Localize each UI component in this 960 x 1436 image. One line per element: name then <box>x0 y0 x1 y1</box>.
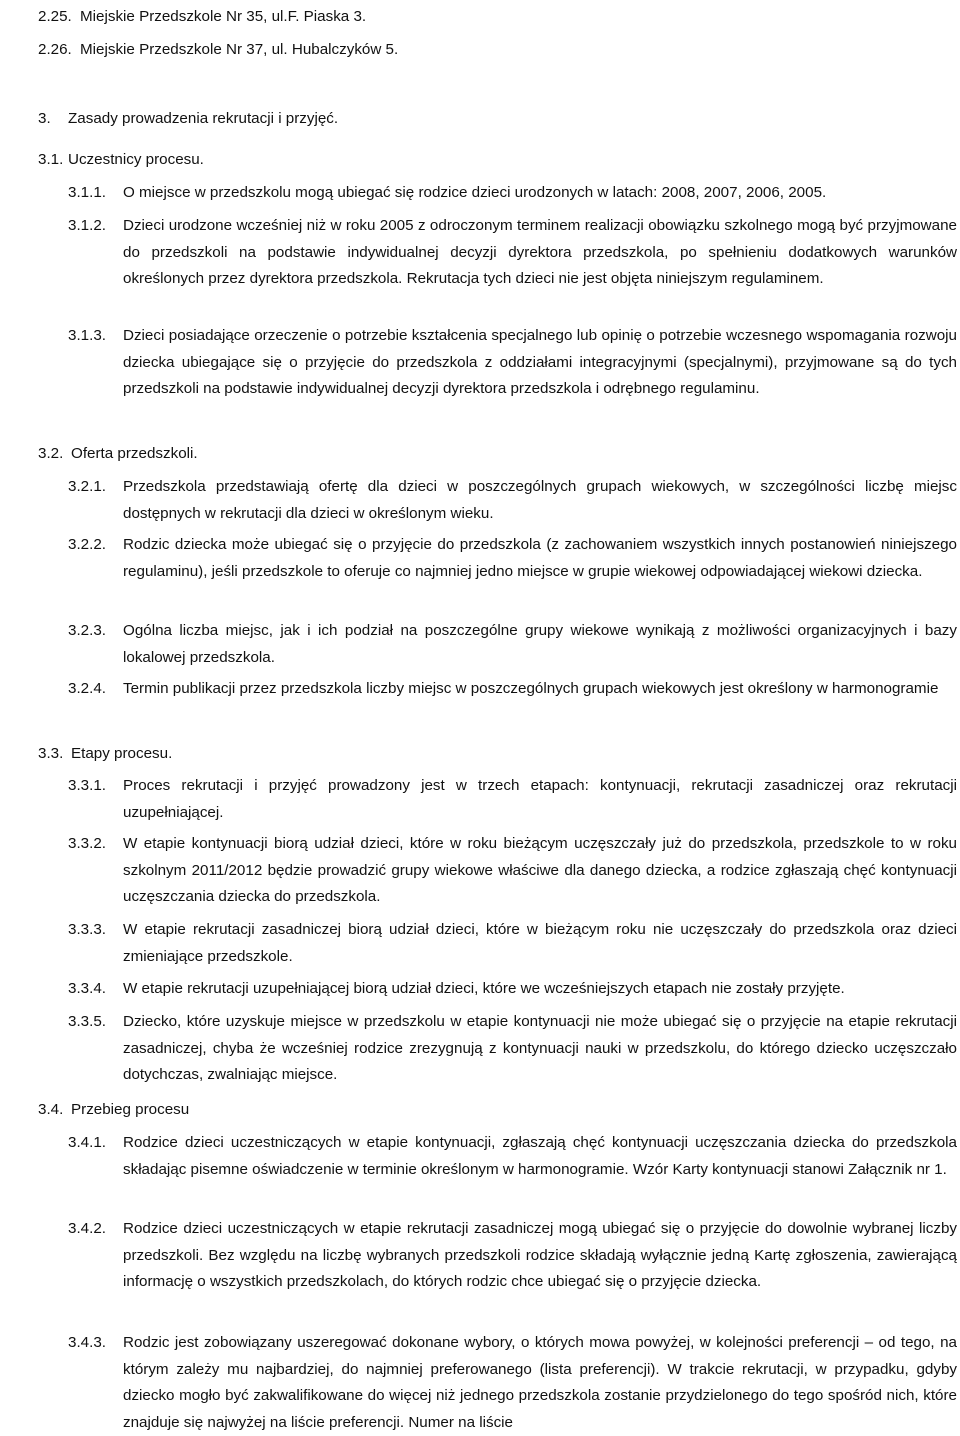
item-number: 3.4.3. <box>68 1334 106 1351</box>
item-text: Przebieg procesu <box>71 1101 190 1118</box>
item-number: 3.3.1. <box>68 777 106 794</box>
item-text: Uczestnicy procesu. <box>68 151 204 168</box>
item-text: Rodzic dziecka może ubiegać się o przyjęcie do przedszkola (z zachowaniem wszystkich innych postanowień niniejszego regulaminu), jeśli przedszkole to oferuje co najmniej jedno miejsce w grupie wiekowej odpowiadającej wiekowi dziecka. <box>123 536 957 580</box>
item-number: 3.3.5. <box>68 1013 106 1030</box>
item-text: Proces rekrutacji i przyjęć prowadzony jest w trzech etapach: kontynuacji, rekrutacji zasadniczej oraz rekrutacji uzupełniającej. <box>123 777 957 821</box>
item-number: 3.1.1. <box>68 184 106 201</box>
item-number: 3.4.1. <box>68 1134 106 1151</box>
item-text: Przedszkola przedstawiają ofertę dla dzieci w poszczególnych grupach wiekowych, w szczególności liczbę miejsc dostępnych w rekrutacji dla dzieci w określonym wieku. <box>123 478 957 522</box>
item-number: 3.3.4. <box>68 980 106 997</box>
item-text: W etapie rekrutacji uzupełniającej biorą udział dzieci, które we wcześniejszych etapach nie zostały przyjęte. <box>123 980 845 997</box>
item-text: Zasady prowadzenia rekrutacji i przyjęć. <box>68 110 339 127</box>
item-text: Rodzic jest zobowiązany uszeregować dokonane wybory, o których mowa powyżej, w kolejności preferencji – od tego, na którym zależy mu najbardziej, do najmniej preferowanego (lista preferencji). W trakcie rekrutacji, w przypadku, gdyby dziecko mogło być zakwalifikowane do więcej niż jednego przedszkola zostanie przydzielonego do tego spośród nich, które znajduje się najwyżej na liście preferencji. Numer na liście <box>123 1334 957 1431</box>
item-number: 3.4. <box>38 1101 64 1118</box>
item-text: Rodzice dzieci uczestniczących w etapie kontynuacji, zgłaszają chęć kontynuacji uczęszczania dziecka do przedszkola składając pisemne oświadczenie w terminie określonym w harmonogramie. Wzór Karty kontynuacji stanowi Załącznik nr 1. <box>123 1134 957 1178</box>
item-number: 3.3.2. <box>68 835 106 852</box>
item-text: Miejskie Przedszkole Nr 35, ul.F. Piaska 3. <box>80 8 367 25</box>
item-number: 3. <box>38 110 51 127</box>
item-number: 3.2.4. <box>68 680 106 697</box>
item-text: W etapie kontynuacji biorą udział dzieci, które w roku bieżącym uczęszczały już do przedszkola, przedszkole to w roku szkolnym 2011/2012 będzie prowadzić grupy wiekowe właściwe dla danego dziecka, a rodzice zgłaszają chęć kontynuacji uczęszczania dziecka do przedszkola. <box>123 835 957 905</box>
item-text: Rodzice dzieci uczestniczących w etapie rekrutacji zasadniczej mogą ubiegać się o przyjęcie do dowolnie wybranej liczby przedszkoli. Bez względu na liczbę wybranych przedszkoli rodzice składają wyłącznie jedną Kartę zgłoszenia, zawierającą informację o wszystkich przedszkolach, do których rodzic chce ubiegać się o przyjęcie dziecka. <box>123 1220 957 1290</box>
item-text: Dzieci urodzone wcześniej niż w roku 2005 z odroczonym terminem realizacji obowiązku szkolnego mogą być przyjmowane do przedszkoli na podstawie indywidualnej decyzji dyrektora przedszkola, po spełnieniu dodatkowych warunków określonych przez dyrektora przedszkola. Rekrutacja tych dzieci nie jest objęta niniejszym regulaminem. <box>123 217 957 287</box>
item-number: 3.2. <box>38 445 64 462</box>
item-text: Ogólna liczba miejsc, jak i ich podział na poszczególne grupy wiekowe wynikają z możliwości organizacyjnych i bazy lokalowej przedszkola. <box>123 622 957 666</box>
item-text: Dziecko, które uzyskuje miejsce w przedszkolu w etapie kontynuacji nie może ubiegać się o przyjęcie na etapie rekrutacji zasadniczej, chyba że wcześniej rodzice zrezygnują z kontynuacji nauki w przedszkolu, do którego dziecko uczęszczało dotychczas, zwalniając miejsce. <box>123 1013 957 1083</box>
item-text: Etapy procesu. <box>71 745 173 762</box>
item-number: 2.25. <box>38 8 72 25</box>
item-number: 3.4.2. <box>68 1220 106 1237</box>
item-text: Miejskie Przedszkole Nr 37, ul. Hubalczyków 5. <box>80 41 399 58</box>
item-text: O miejsce w przedszkolu mogą ubiegać się rodzice dzieci urodzonych w latach: 2008, 2007, 2006, 2005. <box>123 184 827 201</box>
item-number: 3.2.1. <box>68 478 106 495</box>
item-number: 3.1.3. <box>68 327 106 344</box>
item-number: 3.1. <box>38 151 64 168</box>
item-text: Dzieci posiadające orzeczenie o potrzebie kształcenia specjalnego lub opinię o potrzebie wczesnego wspomagania rozwoju dziecka ubiegające się o przyjęcie do przedszkola z oddziałami integracyjnymi (specjalnymi), przyjmowane są do tych przedszkoli na podstawie indywidualnej decyzji dyrektora przedszkola i odrębnego regulaminu. <box>123 327 957 397</box>
item-number: 3.1.2. <box>68 217 106 234</box>
item-text: Termin publikacji przez przedszkola liczby miejsc w poszczególnych grupach wiekowych jest określony w harmonogramie <box>123 680 939 697</box>
item-number: 3.2.3. <box>68 622 106 639</box>
item-text: Oferta przedszkoli. <box>71 445 198 462</box>
item-number: 3.3.3. <box>68 921 106 938</box>
item-number: 3.3. <box>38 745 64 762</box>
item-number: 3.2.2. <box>68 536 106 553</box>
item-text: W etapie rekrutacji zasadniczej biorą udział dzieci, które w bieżącym roku nie uczęszczały do przedszkola oraz dzieci zmieniające przedszkole. <box>123 921 957 965</box>
item-number: 2.26. <box>38 41 72 58</box>
